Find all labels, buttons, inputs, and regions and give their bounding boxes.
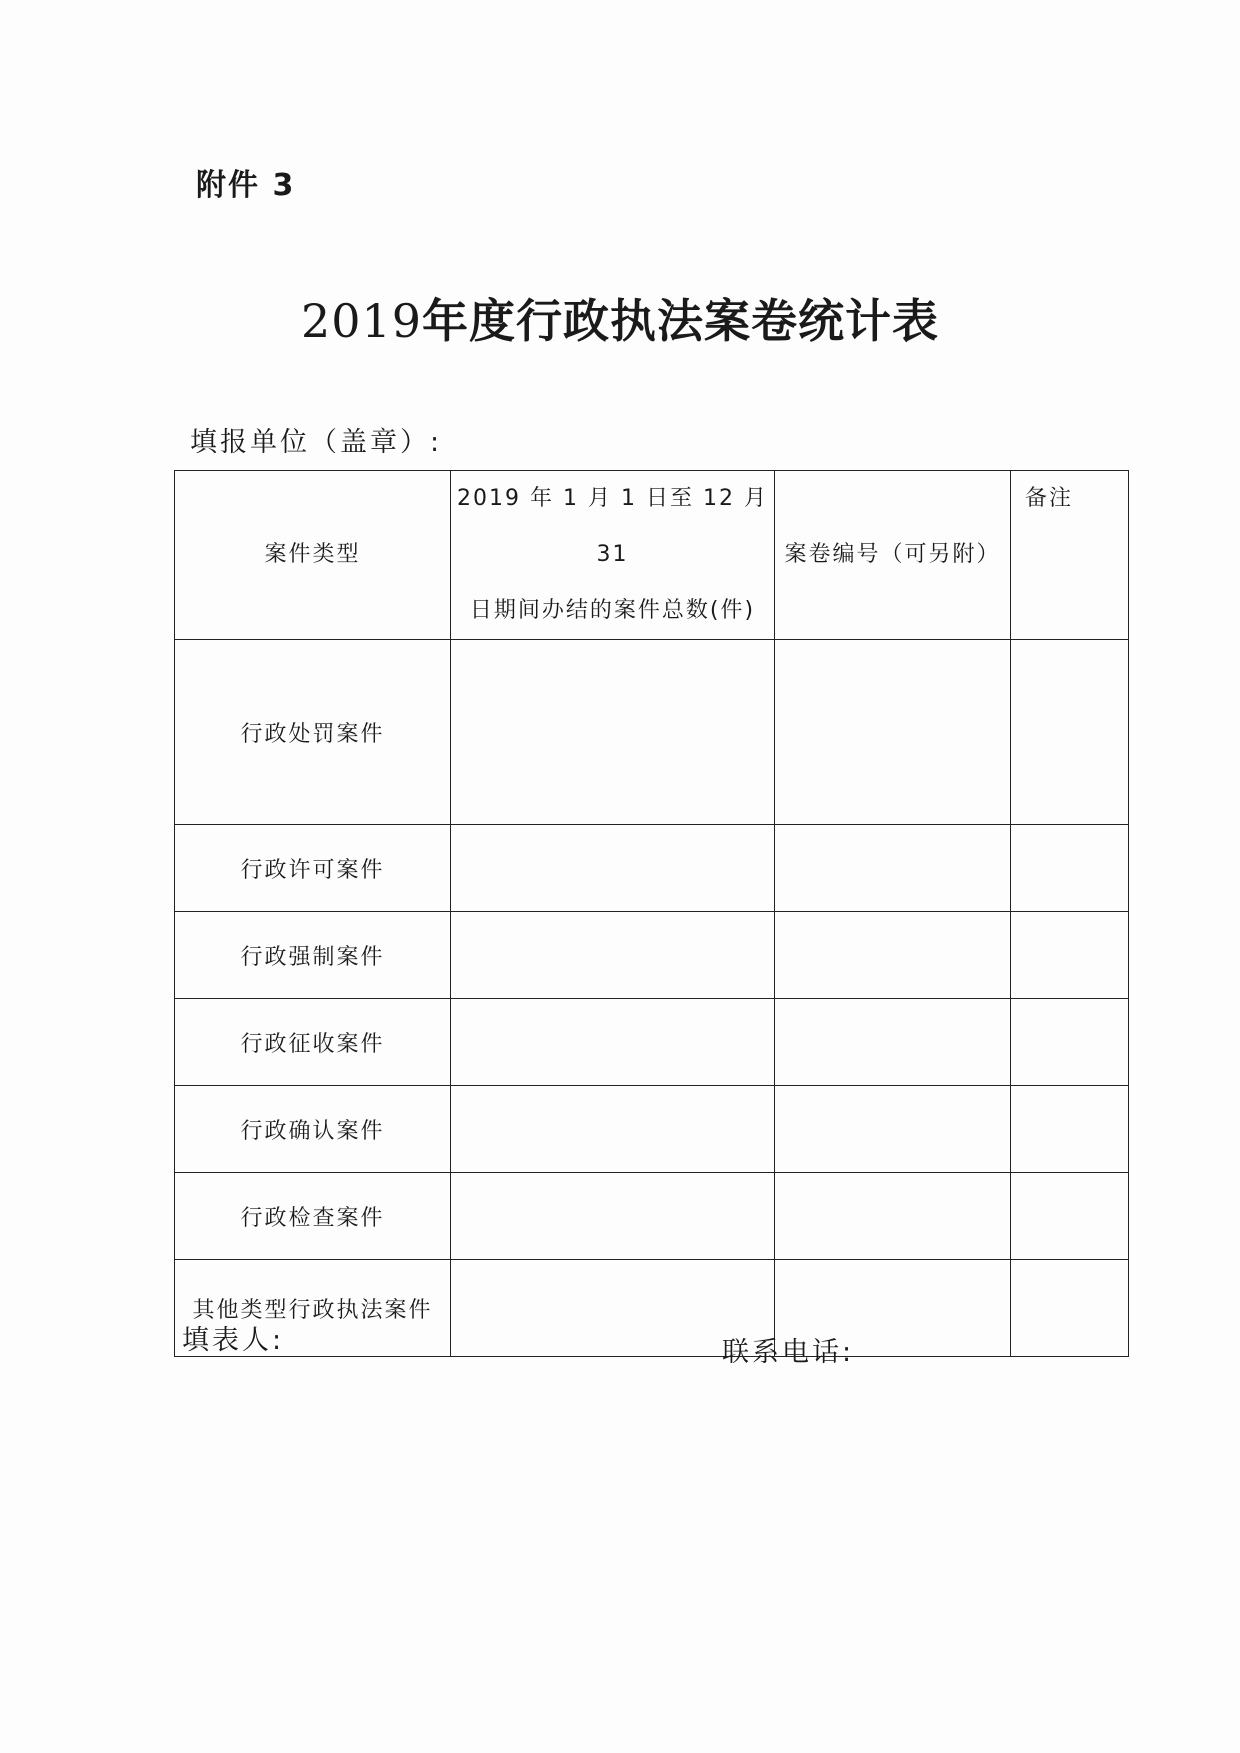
title-text: 年度行政执法案卷统计表	[422, 294, 940, 348]
table-header-row	[175, 471, 1129, 640]
case-total-cell[interactable]	[451, 640, 775, 825]
header-note: 备注	[1011, 471, 1129, 640]
note-cell[interactable]	[1011, 640, 1129, 825]
case-type-cell: 行政处罚案件	[175, 640, 451, 825]
title-year: 2019	[300, 294, 423, 348]
header-file-number: 案卷编号（可另附）	[775, 471, 1011, 640]
case-type-cell: 行政许可案件	[175, 825, 451, 912]
contact-phone-label: 联系电话:	[722, 1337, 855, 1368]
note-cell[interactable]	[1011, 1173, 1129, 1260]
filler-label: 填表人:	[182, 1325, 285, 1356]
attachment-label: 附件 3	[196, 168, 296, 203]
table-row	[175, 1260, 1129, 1357]
case-type-cell: 行政强制案件	[175, 912, 451, 999]
note-cell[interactable]	[1011, 825, 1129, 912]
header-case-type: 案件类型	[175, 471, 451, 640]
file-number-cell[interactable]	[775, 1173, 1011, 1260]
case-statistics-table	[174, 470, 1129, 1357]
header-case-total-line1: 2019 年 1 月 1 日至 12 月 31	[457, 486, 768, 567]
note-cell[interactable]	[1011, 1086, 1129, 1173]
table-row	[175, 999, 1129, 1086]
table-row	[175, 640, 1129, 825]
note-cell[interactable]	[1011, 912, 1129, 999]
file-number-cell[interactable]	[775, 1086, 1011, 1173]
case-total-cell[interactable]	[451, 1086, 775, 1173]
case-type-cell: 其他类型行政执法案件	[175, 1260, 451, 1357]
header-case-total-line2: 日期间办结的案件总数(件)	[469, 598, 756, 623]
table-row	[175, 1086, 1129, 1173]
case-total-cell[interactable]	[451, 825, 775, 912]
file-number-cell[interactable]	[775, 640, 1011, 825]
case-type-cell: 行政确认案件	[175, 1086, 451, 1173]
case-total-cell[interactable]	[451, 1173, 775, 1260]
table-row	[175, 1173, 1129, 1260]
file-number-cell[interactable]	[775, 825, 1011, 912]
note-cell[interactable]	[1011, 1260, 1129, 1357]
table-row	[175, 912, 1129, 999]
case-total-cell[interactable]	[451, 999, 775, 1086]
case-type-cell: 行政检查案件	[175, 1173, 451, 1260]
header-case-total	[451, 471, 775, 640]
reporting-unit-label: 填报单位（盖章）:	[190, 427, 443, 458]
case-total-cell[interactable]	[451, 912, 775, 999]
table-row	[175, 825, 1129, 912]
file-number-cell[interactable]	[775, 999, 1011, 1086]
case-type-cell: 行政征收案件	[175, 999, 451, 1086]
page-title	[0, 285, 1240, 351]
file-number-cell[interactable]	[775, 912, 1011, 999]
note-cell[interactable]	[1011, 999, 1129, 1086]
